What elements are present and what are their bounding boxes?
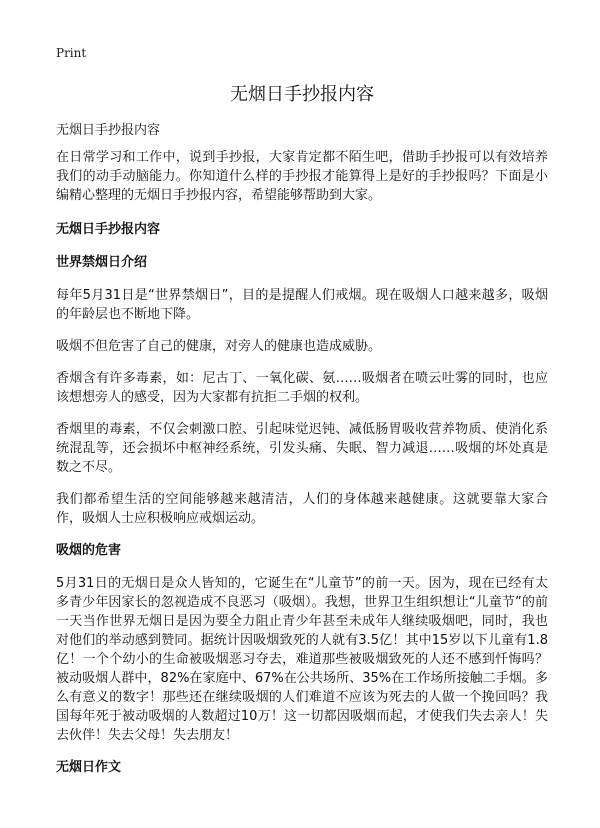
article-body [56, 148, 548, 791]
body-paragraph: 我们都希望生活的空间能够越来越清洁，人们的身体越来越健康。这就要靠大家合作，吸烟人士应积极响应戒烟运动。 [56, 492, 548, 526]
section-heading-harm: 吸烟的危害 [56, 543, 122, 558]
body-paragraph: 香烟里的毒素，不仅会刺激口腔、引起味觉迟钝、减低肠胃吸收营养物质、使消化系统混乱等，还会损坏中枢神经系统，引发头痛、失眠、智力减退……吸烟的坏处真是数之不尽。 [56, 422, 548, 475]
body-paragraph: 每年5月31日是“世界禁烟日”，目的是提醒人们戒烟。现在吸烟人口越来越多，吸烟的年龄层也不断地下降。 [56, 288, 548, 322]
body-paragraph: 香烟含有许多毒素，如：尼古丁、一氧化碳、氨……吸烟者在喷云吐雾的同时，也应该想想旁人的感受，因为大家都有抗拒二手烟的权利。 [56, 371, 548, 405]
section-heading-main: 无烟日手抄报内容 [56, 222, 161, 237]
section-heading-essay: 无烟日作文 [56, 760, 122, 775]
print-link[interactable]: Print [56, 46, 87, 60]
page-title: 无烟日手抄报内容 [230, 84, 374, 105]
page-subtitle: 无烟日手抄报内容 [56, 123, 161, 138]
section-heading-world-no-tobacco-day: 世界禁烟日介绍 [56, 255, 148, 270]
body-paragraph: 吸烟不但危害了自己的健康，对旁人的健康也造成威胁。 [56, 339, 382, 354]
harm-paragraph: 5月31日的无烟日是众人皆知的，它诞生在“儿童节”的前一天。因为，现在已经有太多青少年因家长的忽视造成不良恶习（吸烟）。我想，世界卫生组织想让“儿童节”的前一天当作世界无烟日是因为要全力阻止青少年甚至未成年人继续吸烟吧，同时，我也对他们的举动感到赞同。据统计因吸烟致死的人就有3.5亿！其中15岁以下儿童有1.8亿！一个个幼小的生命被吸烟恶习夺去，难道那些被吸烟致死的人还不感到忏悔吗？被动吸烟人群中，82%在家庭中、67%在公共场所、35%在工作场所接触二手烟。多么有意义的数字！那些还在继续吸烟的人们难道不应该为死去的人做一个挽回吗？我国每年死于被动吸烟的人数超过10万！这一切都因吸烟而起，才使我们失去亲人！失去伙伴！失去父母！失去朋友！ [56, 576, 548, 743]
intro-paragraph: 在日常学习和工作中，说到手抄报，大家肯定都不陌生吧，借助手抄报可以有效培养我们的动手动脑能力。你知道什么样的手抄报才能算得上是好的手抄报吗？下面是小编精心整理的无烟日手抄报内容，希望能够帮助到大家。 [56, 150, 548, 203]
